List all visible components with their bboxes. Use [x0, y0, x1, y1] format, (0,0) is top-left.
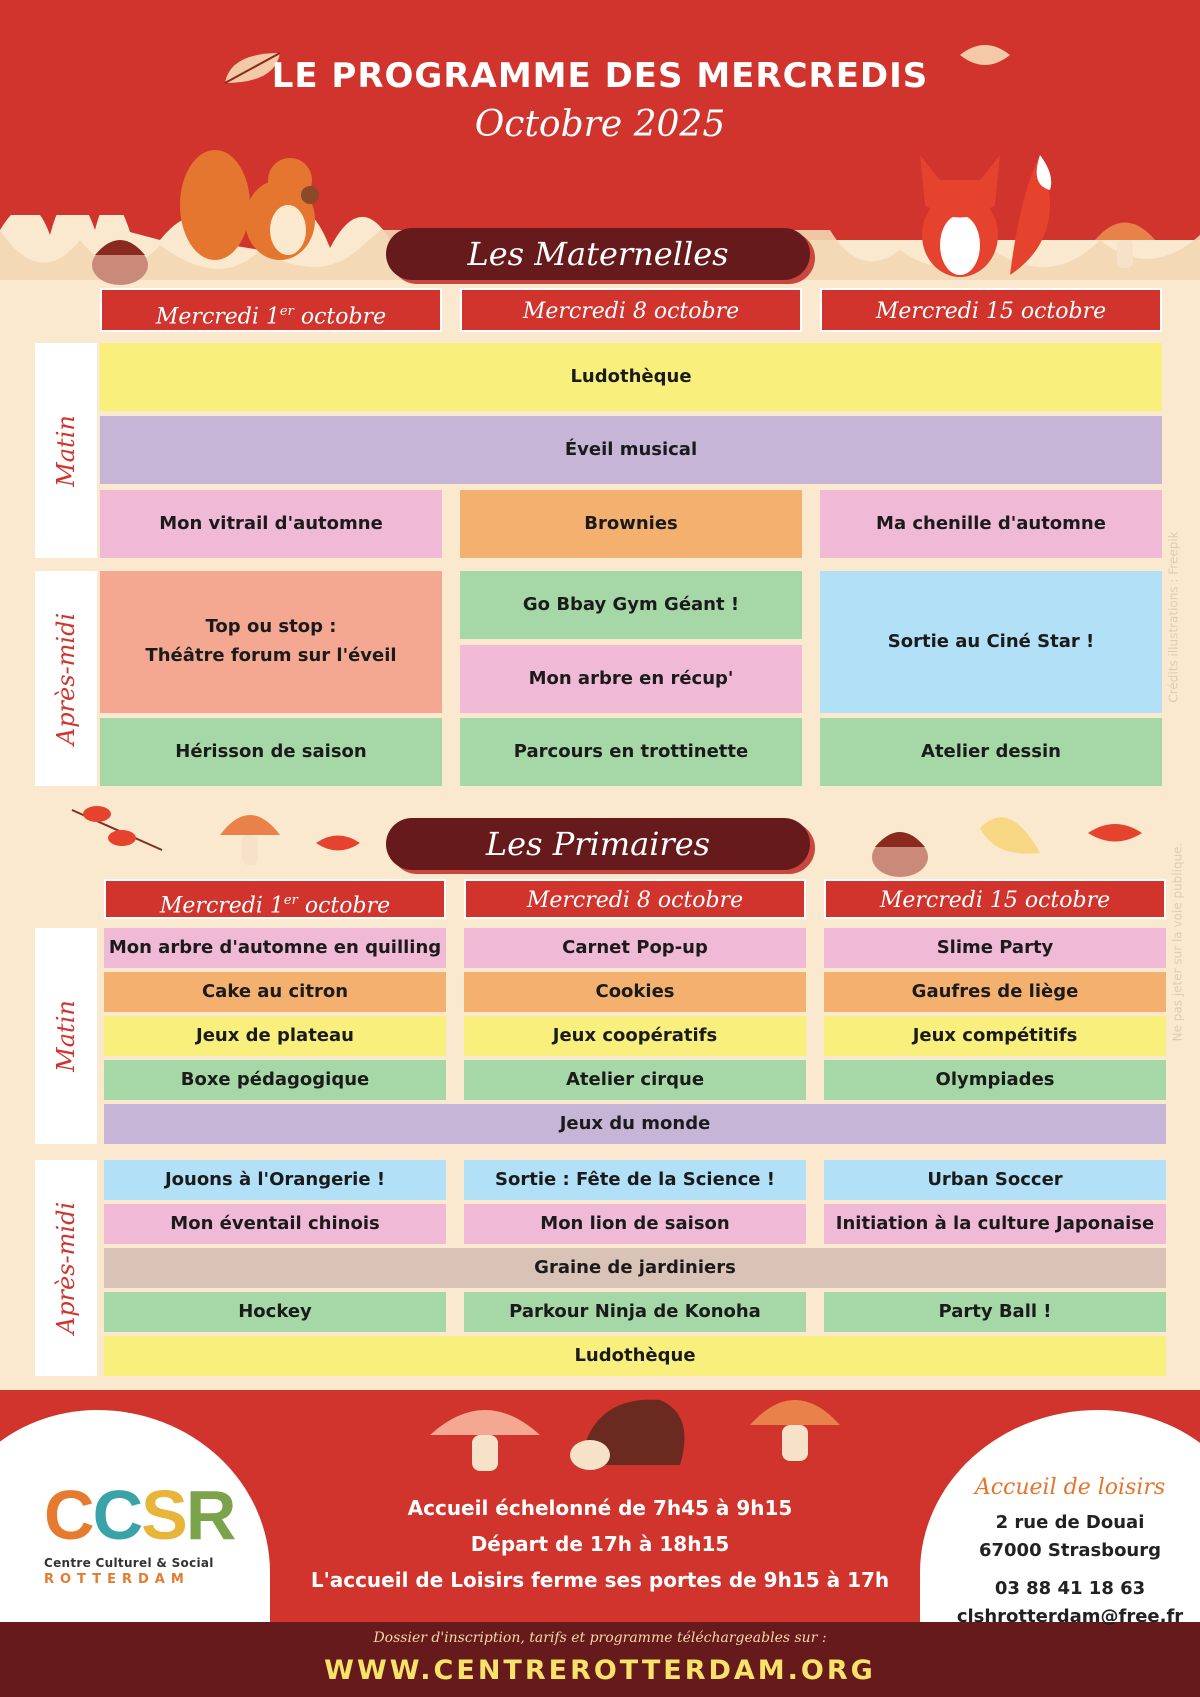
contact-email[interactable]: clshrotterdam@free.fr	[956, 1606, 1184, 1627]
section-title-maternelles: Les Maternelles	[386, 228, 810, 280]
logo-subtitle: Centre Culturel & Social	[44, 1556, 214, 1570]
footer-info-1: Accueil échelonné de 7h45 à 9h15	[407, 1496, 793, 1520]
contact-title: Accueil de loisirs	[974, 1475, 1166, 1500]
acorn-icon	[85, 225, 155, 285]
logo-letters: CCSR	[44, 1476, 235, 1554]
activity-cell: Ma chenille d'automne	[820, 490, 1162, 558]
activity-cell: Brownies	[460, 490, 802, 558]
footer-download-note: Dossier d'inscription, tarifs et programme téléchargeables sur :	[373, 1630, 827, 1646]
activity-cell: Atelier cirque	[464, 1060, 806, 1100]
matin-label: Matin	[35, 343, 97, 558]
activity-cell: Jeux compétitifs	[824, 1016, 1166, 1056]
website-link[interactable]: WWW.CENTREROTTERDAM.ORG	[324, 1655, 876, 1686]
apres-midi-label: Après-midi	[35, 1160, 97, 1376]
activity-cell: Mon vitrail d'automne	[100, 490, 442, 558]
day-header-8: Mercredi 8 octobre	[464, 879, 806, 919]
leaf-icon	[1085, 815, 1145, 850]
day-header-15: Mercredi 15 octobre	[824, 879, 1166, 919]
activity-cell: Ludothèque	[104, 1336, 1166, 1376]
fox-icon	[900, 135, 1070, 280]
activity-cell: Ludothèque	[100, 343, 1162, 411]
activity-cell: Mon éventail chinois	[104, 1204, 446, 1244]
squirrel-icon	[170, 135, 340, 265]
activity-cell: Go Bbay Gym Géant !	[460, 571, 802, 639]
activity-cell: Gaufres de liège	[824, 972, 1166, 1012]
activity-cell: Initiation à la culture Japonaise	[824, 1204, 1166, 1244]
activity-cell: Urban Soccer	[824, 1160, 1166, 1200]
activity-cell: Jouons à l'Orangerie !	[104, 1160, 446, 1200]
mushroom-icon	[215, 795, 285, 870]
contact-phone: 03 88 41 18 63	[994, 1578, 1146, 1599]
activity-cell: Slime Party	[824, 928, 1166, 968]
day-header-1: Mercredi 1er octobre	[104, 879, 446, 919]
mushroom-icon	[420, 1385, 550, 1475]
activity-cell: Éveil musical	[100, 416, 1162, 484]
activity-cell: Olympiades	[824, 1060, 1166, 1100]
activity-cell: Hockey	[104, 1292, 446, 1332]
activity-cell: Cake au citron	[104, 972, 446, 1012]
apres-midi-label: Après-midi	[35, 571, 97, 786]
activity-cell: Sortie : Fête de la Science !	[464, 1160, 806, 1200]
poster-title: LE PROGRAMME DES MERCREDIS	[271, 56, 929, 96]
poster-subtitle: Octobre 2025	[474, 104, 726, 145]
hedgehog-icon	[560, 1385, 700, 1475]
mushroom-icon	[1090, 205, 1160, 275]
matin-label: Matin	[35, 928, 97, 1144]
activity-cell: Carnet Pop-up	[464, 928, 806, 968]
logo-subtitle-2: ROTTERDAM	[44, 1572, 190, 1587]
activity-cell: Atelier dessin	[820, 718, 1162, 786]
public-note: Ne pas jeter sur la voie publique.	[1170, 842, 1185, 1042]
activity-cell: Mon arbre en récup'	[460, 645, 802, 713]
activity-cell: Mon lion de saison	[464, 1204, 806, 1244]
leaf-branch-icon	[62, 800, 172, 860]
activity-cell: Mon arbre d'automne en quilling	[104, 928, 446, 968]
credits-note: Crédits illustrations : Freepik	[1166, 531, 1181, 703]
contact-address-2: 67000 Strasbourg	[978, 1540, 1162, 1561]
activity-cell: Jeux coopératifs	[464, 1016, 806, 1056]
day-header-8: Mercredi 8 octobre	[460, 288, 802, 332]
activity-cell: Jeux du monde	[104, 1104, 1166, 1144]
activity-cell: Sortie au Ciné Star !	[820, 571, 1162, 713]
activity-cell: Boxe pédagogique	[104, 1060, 446, 1100]
mushroom-icon	[740, 1375, 850, 1465]
activity-cell: Cookies	[464, 972, 806, 1012]
activity-cell: Graine de jardiniers	[104, 1248, 1166, 1288]
activity-cell: Top ou stop : Théâtre forum sur l'éveil	[100, 571, 442, 713]
contact-address-1: 2 rue de Douai	[995, 1512, 1145, 1533]
acorn-icon	[865, 815, 935, 880]
day-header-1: Mercredi 1er octobre	[100, 288, 442, 332]
activity-cell: Parcours en trottinette	[460, 718, 802, 786]
footer-info-3: L'accueil de Loisirs ferme ses portes de 9h15 à 17h	[310, 1568, 890, 1592]
activity-cell: Parkour Ninja de Konoha	[464, 1292, 806, 1332]
activity-cell: Hérisson de saison	[100, 718, 442, 786]
section-title-primaires: Les Primaires	[386, 818, 810, 870]
leaf-icon	[313, 828, 363, 858]
activity-cell: Party Ball !	[824, 1292, 1166, 1332]
day-header-15: Mercredi 15 octobre	[820, 288, 1162, 332]
leaf-icon	[975, 798, 1045, 858]
activity-cell: Jeux de plateau	[104, 1016, 446, 1056]
footer-info-2: Départ de 17h à 18h15	[470, 1532, 730, 1556]
